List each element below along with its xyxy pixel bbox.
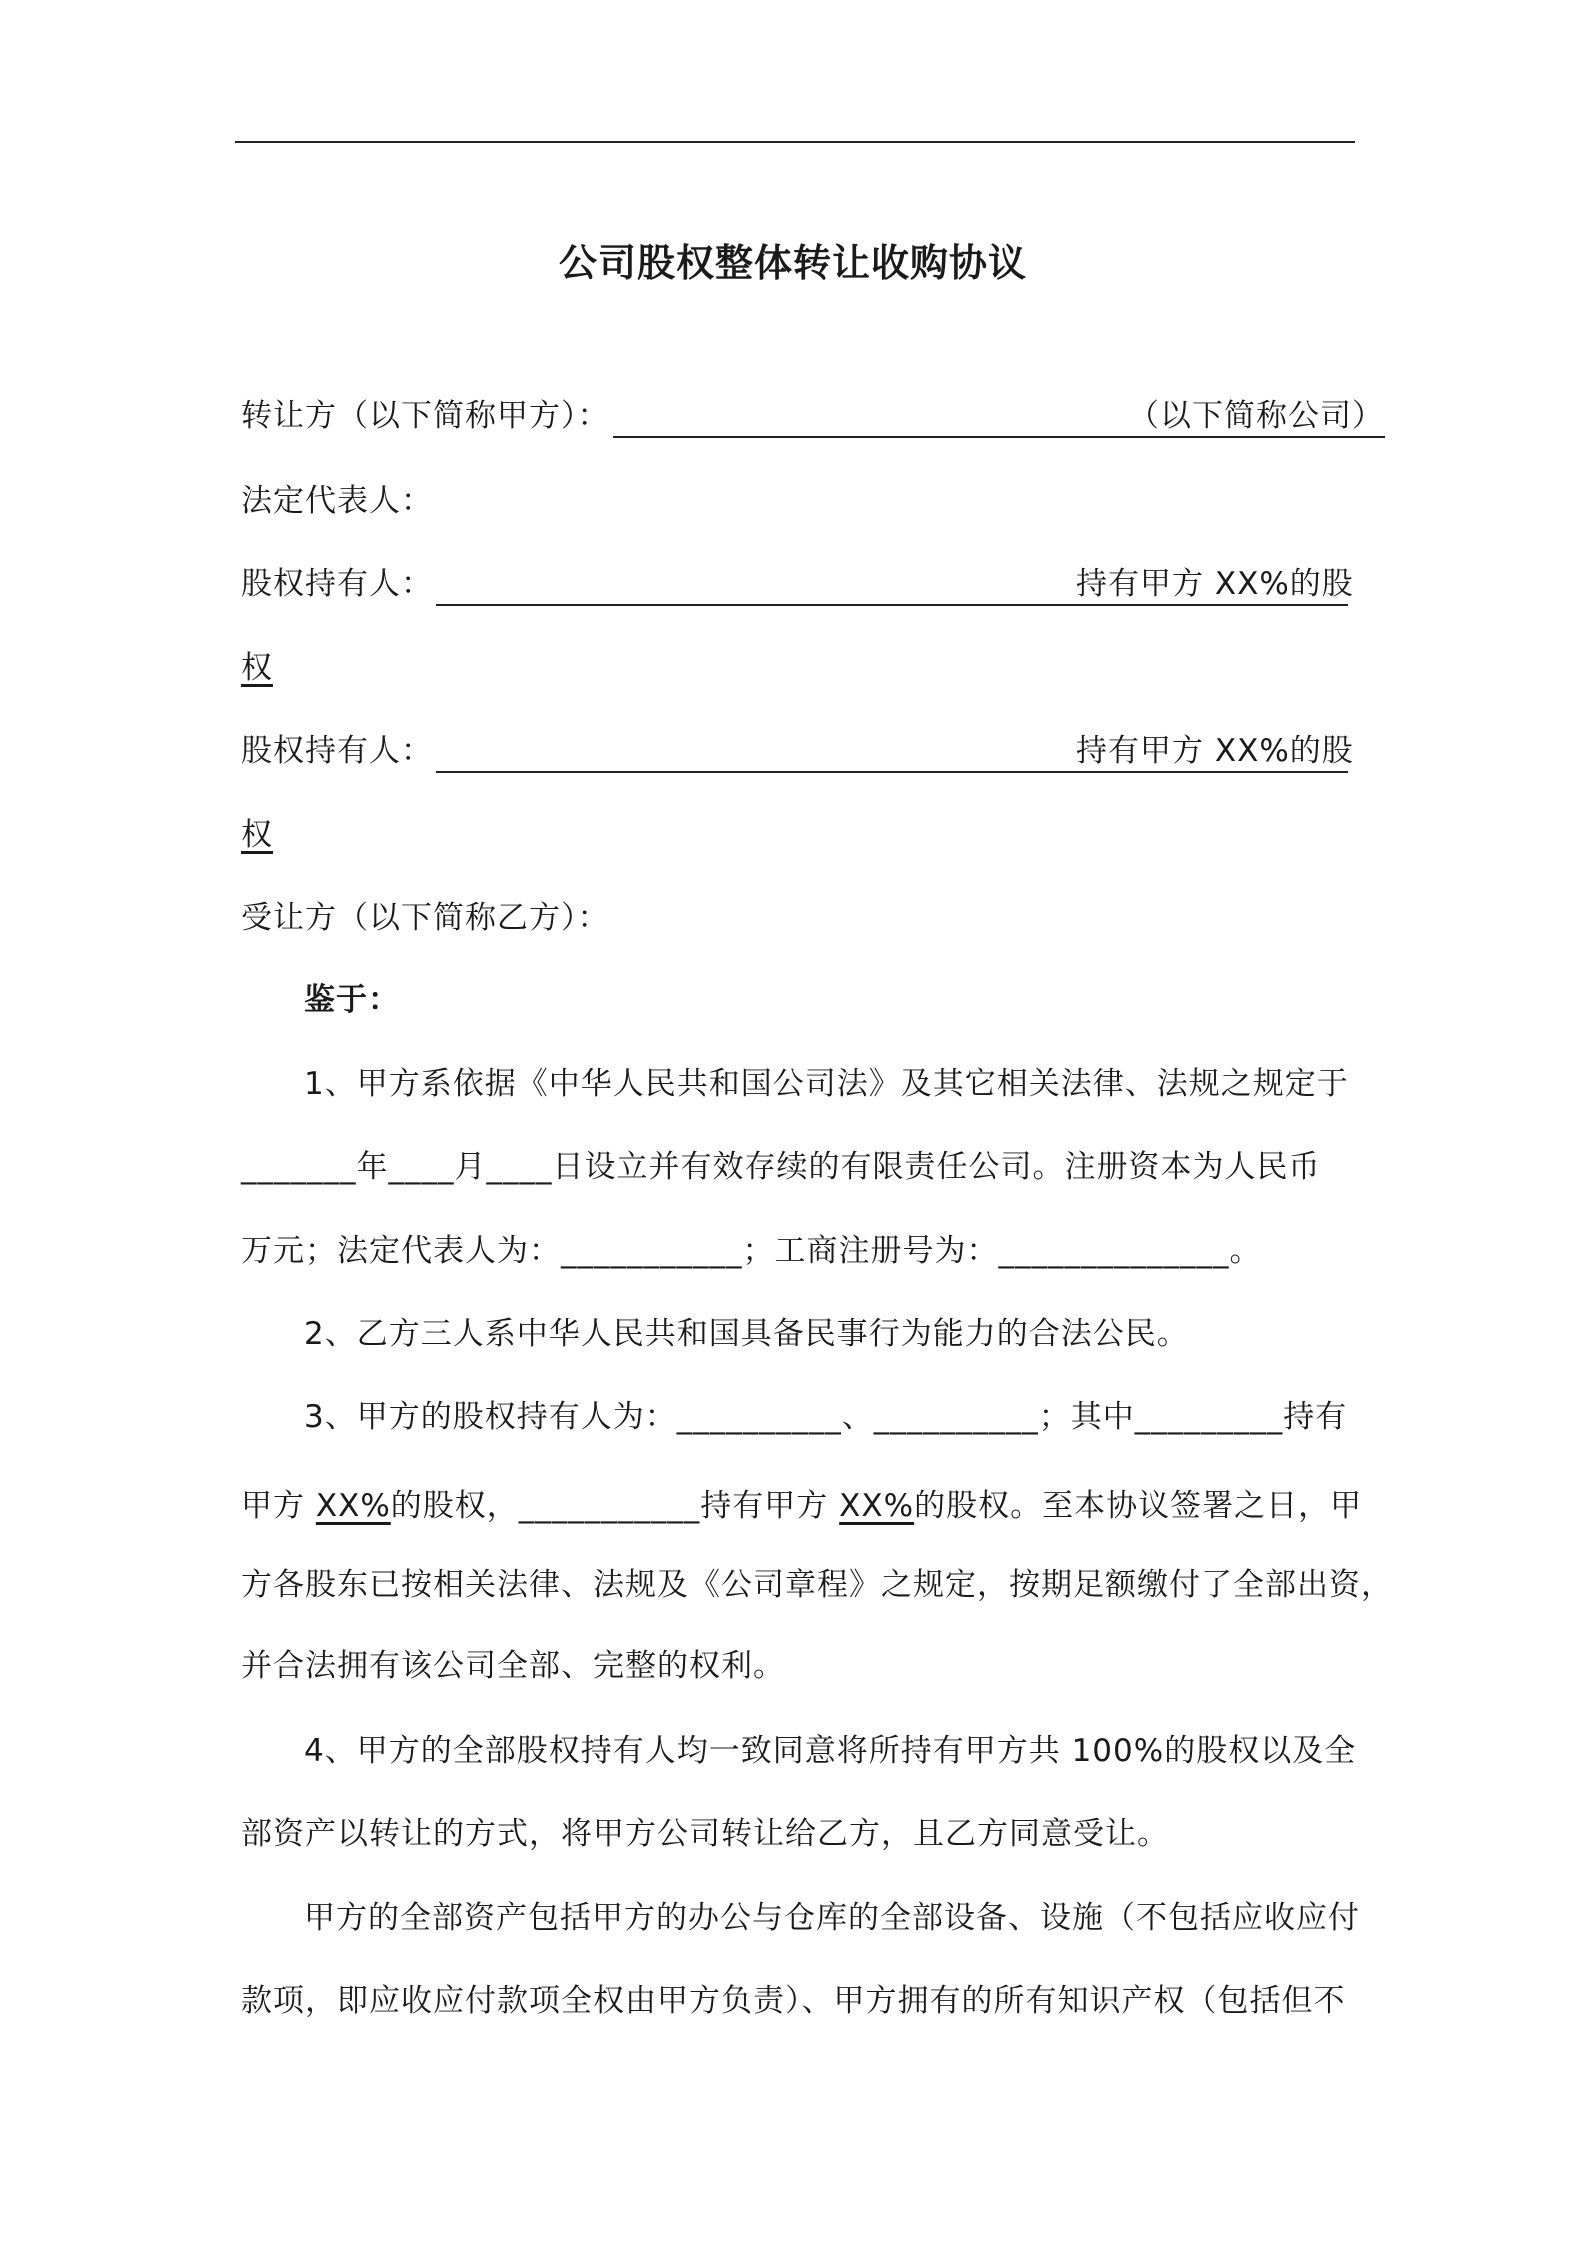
recital-5-line-2: 款项，即应收应付款项全权由甲方负责）、甲方拥有的所有知识产权（包括但不 — [241, 1983, 1346, 2019]
holder2-label: 股权持有人： — [241, 733, 433, 769]
legal-rep-label: 法定代表人： — [241, 483, 433, 519]
recital-3-line-3: 方各股东已按相关法律、法规及《公司章程》之规定，按期足额缴付了全部出资， — [241, 1567, 1393, 1603]
recital-3-text-c: 的股权，___________持有甲方 — [390, 1488, 840, 1524]
recital-3-line-2 — [241, 1486, 1362, 1526]
holder1-label: 股权持有人： — [241, 566, 433, 602]
recital-3-line-1: 3、甲方的股权持有人为：__________、__________；其中_________持有 — [304, 1399, 1348, 1435]
holder1-name-field — [436, 604, 1348, 606]
transferor-label: 转让方（以下简称甲方）： — [241, 398, 610, 434]
recital-1-line-3: 万元；法定代表人为：___________；工商注册号为：______________。 — [241, 1233, 1262, 1269]
document-title: 公司股权整体转让收购协议 — [558, 241, 1027, 285]
holder2-suffix: 持有甲方 XX%的股 — [1076, 733, 1354, 769]
holder1-wrap: 权 — [241, 650, 273, 686]
recital-3-text-e: 的股权。至本协议签署之日，甲 — [914, 1488, 1363, 1524]
recital-1-line-2: _______年____月____日设立并有效存续的有限责任公司。注册资本为人民币 — [241, 1149, 1321, 1185]
transferee-label: 受让方（以下简称乙方）： — [241, 900, 610, 936]
recitals-heading: 鉴于： — [304, 982, 400, 1018]
holder1-suffix: 持有甲方 XX%的股 — [1076, 566, 1354, 602]
recital-5-line-1: 甲方的全部资产包括甲方的办公与仓库的全部设备、设施（不包括应收应付 — [304, 1900, 1360, 1936]
recital-4-line-1: 4、甲方的全部股权持有人均一致同意将所持有甲方共 100%的股权以及全 — [304, 1733, 1357, 1769]
recital-4-line-2: 部资产以转让的方式，将甲方公司转让给乙方，且乙方同意受让。 — [241, 1816, 1169, 1852]
recital-3-percent-2: XX% — [839, 1488, 915, 1524]
recital-3-line-4: 并合法拥有该公司全部、完整的权利。 — [241, 1648, 785, 1684]
transferor-name-field — [613, 436, 1385, 438]
recital-3-text-a: 甲方 — [241, 1488, 316, 1524]
transferor-suffix: （以下简称公司） — [1128, 398, 1384, 434]
recital-1-line-1: 1、甲方系依据《中华人民共和国公司法》及其它相关法律、法规之规定于 — [304, 1066, 1349, 1102]
recital-2: 2、乙方三人系中华人民共和国具备民事行为能力的合法公民。 — [304, 1316, 1189, 1352]
holder2-name-field — [436, 771, 1348, 773]
header-rule — [235, 141, 1355, 143]
holder2-wrap: 权 — [241, 817, 273, 853]
recital-3-percent-1: XX% — [315, 1488, 391, 1524]
